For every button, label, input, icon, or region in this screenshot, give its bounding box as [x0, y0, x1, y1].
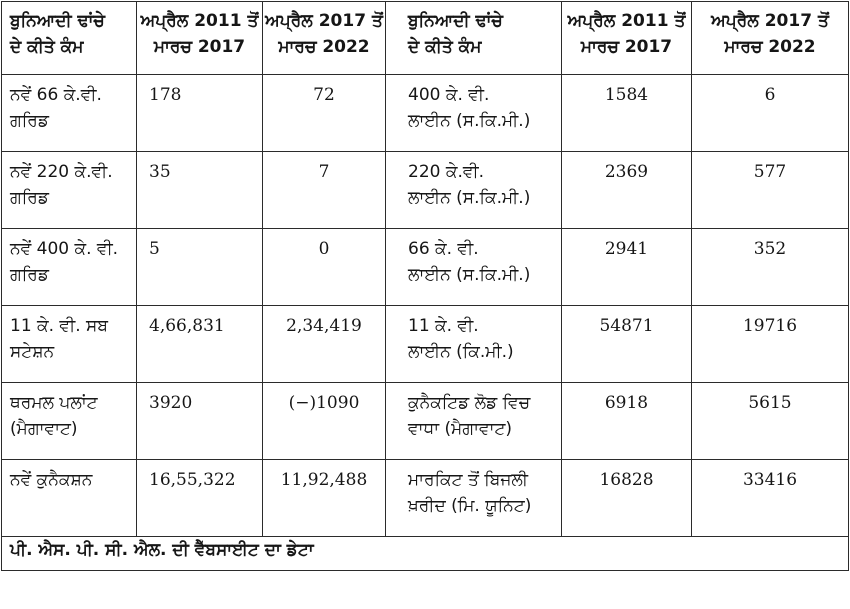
item-cell [386, 306, 562, 383]
item-cell [386, 75, 562, 152]
item-line: ਨਵੇਂ 220 ਕੇ.ਵੀ. [10, 162, 113, 182]
value-text: 3920 [149, 393, 193, 413]
item-cell [2, 75, 137, 152]
value-cell [137, 460, 263, 537]
source-note: ਪੀ. ਐਸ. ਪੀ. ਸੀ. ਐਲ. ਦੀ ਵੈੱਬਸਾਈਟ ਦਾ ਡੇਟਾ [2, 537, 849, 571]
value-cell [137, 152, 263, 229]
item-line: ਲਾਈਨ (ਸ.ਕਿ.ਮੀ.) [408, 111, 531, 131]
table-row [2, 75, 849, 152]
item-cell [386, 460, 562, 537]
value-text: 16,55,322 [149, 470, 236, 490]
item-cell [2, 383, 137, 460]
value-cell [562, 75, 692, 152]
header-line: ਦੇ ਕੀਤੇ ਕੰਮ [408, 37, 482, 57]
value-text: 0 [318, 239, 330, 259]
item-line: 11 ਕੇ. ਵੀ. [408, 316, 479, 336]
value-text: 35 [149, 162, 171, 182]
value-cell [562, 460, 692, 537]
table-row [2, 306, 849, 383]
item-cell [386, 229, 562, 306]
header-line: ਬੁਨਿਆਦੀ ਢਾਂਚੇ [10, 11, 105, 31]
value-cell [562, 229, 692, 306]
item-cell [2, 306, 137, 383]
value-cell [692, 229, 849, 306]
power-infrastructure-table [1, 1, 849, 571]
value-cell [263, 306, 386, 383]
item-line: ਗਰਿਡ [10, 265, 49, 285]
value-cell [562, 383, 692, 460]
header-cell [692, 2, 849, 75]
header-row [2, 2, 849, 75]
table-row [2, 229, 849, 306]
value-text: 4,66,831 [149, 316, 225, 336]
item-line: ਸਟੇਸ਼ਨ [10, 342, 55, 362]
header-line: ਅਪ੍ਰੈਲ 2017 ਤੋਂ [711, 11, 829, 31]
item-cell [386, 152, 562, 229]
value-cell [692, 460, 849, 537]
header-cell [137, 2, 263, 75]
item-line: ਨਵੇਂ ਕੁਨੈਕਸ਼ਨ [10, 470, 93, 490]
value-cell [137, 75, 263, 152]
value-cell [263, 460, 386, 537]
value-cell [562, 152, 692, 229]
value-text: (−)1090 [288, 393, 360, 413]
item-cell [2, 460, 137, 537]
value-cell [263, 383, 386, 460]
header-cell [263, 2, 386, 75]
item-line: ਗਰਿਡ [10, 111, 49, 131]
value-text: 19716 [742, 316, 798, 336]
value-text: 16828 [599, 470, 654, 490]
item-line: 66 ਕੇ. ਵੀ. [408, 239, 479, 259]
item-line: ਲਾਈਨ (ਸ.ਕਿ.ਮੀ.) [408, 188, 531, 208]
value-cell [562, 306, 692, 383]
header-line: ਅਪ੍ਰੈਲ 2011 ਤੋਂ [567, 11, 686, 31]
item-line: 220 ਕੇ.ਵੀ. [408, 162, 485, 182]
header-line: ਮਾਰਚ 2017 [580, 37, 673, 57]
value-text: 6 [764, 85, 776, 105]
item-line: (ਮੈਗਾਵਾਟ) [10, 419, 78, 439]
item-line: ਖ਼ਰੀਦ (ਮਿ. ਯੂਨਿਟ) [408, 496, 532, 516]
value-text: 1584 [604, 85, 649, 105]
item-line: 11 ਕੇ. ਵੀ. ਸਬ [10, 316, 108, 336]
value-text: 2369 [604, 162, 649, 182]
value-cell [263, 229, 386, 306]
value-text: 72 [313, 85, 335, 105]
value-text: 577 [753, 162, 787, 182]
table-row [2, 152, 849, 229]
value-cell [263, 75, 386, 152]
header-line: ਅਪ੍ਰੈਲ 2011 ਤੋਂ [140, 11, 259, 31]
value-text: 7 [318, 162, 330, 182]
value-cell [692, 152, 849, 229]
value-cell [692, 75, 849, 152]
item-line: 400 ਕੇ. ਵੀ. [408, 85, 490, 105]
item-cell [386, 383, 562, 460]
item-line: ਲਾਈਨ (ਸ.ਕਿ.ਮੀ.) [408, 265, 531, 285]
value-text: 178 [149, 85, 182, 105]
header-line: ਮਾਰਚ 2022 [724, 37, 816, 57]
header-line: ਅਪ੍ਰੈਲ 2017 ਤੋਂ [265, 11, 383, 31]
value-text: 33416 [742, 470, 798, 490]
item-line: ਵਾਧਾ (ਮੈਗਾਵਾਟ) [408, 419, 513, 439]
header-cell [2, 2, 137, 75]
header-line: ਮਾਰਚ 2022 [278, 37, 370, 57]
item-line: ਥਰਮਲ ਪਲਾਂਟ [10, 393, 98, 413]
value-cell [692, 306, 849, 383]
value-cell [263, 152, 386, 229]
value-cell [137, 306, 263, 383]
value-text: 11,92,488 [280, 470, 368, 490]
item-line: ਲਾਈਨ (ਕਿ.ਮੀ.) [408, 342, 514, 362]
header-line: ਮਾਰਚ 2017 [153, 37, 246, 57]
value-text: 5615 [748, 393, 792, 413]
value-text: 54871 [599, 316, 654, 336]
item-cell [2, 152, 137, 229]
value-text: 2,34,419 [286, 316, 362, 336]
item-line: ਨਵੇਂ 400 ਕੇ. ਵੀ. [10, 239, 119, 259]
value-text: 2941 [604, 239, 649, 259]
value-text: 6918 [604, 393, 649, 413]
item-line: ਮਾਰਕਿਟ ਤੋਂ ਬਿਜਲੀ [408, 470, 529, 490]
value-cell [692, 383, 849, 460]
item-cell [2, 229, 137, 306]
item-line: ਕੁਨੈਕਟਿਡ ਲੋਡ ਵਿਚ [408, 393, 531, 413]
header-line: ਦੇ ਕੀਤੇ ਕੰਮ [10, 37, 84, 57]
header-line: ਬੁਨਿਆਦੀ ਢਾਂਚੇ [408, 11, 503, 31]
source-row [2, 537, 849, 571]
value-cell [137, 229, 263, 306]
table-row [2, 383, 849, 460]
value-text: 352 [753, 239, 787, 259]
value-text: 5 [149, 239, 160, 259]
table-row [2, 460, 849, 537]
item-line: ਗਰਿਡ [10, 188, 49, 208]
header-cell [562, 2, 692, 75]
value-cell [137, 383, 263, 460]
header-cell [386, 2, 562, 75]
item-line: ਨਵੇਂ 66 ਕੇ.ਵੀ. [10, 85, 102, 105]
